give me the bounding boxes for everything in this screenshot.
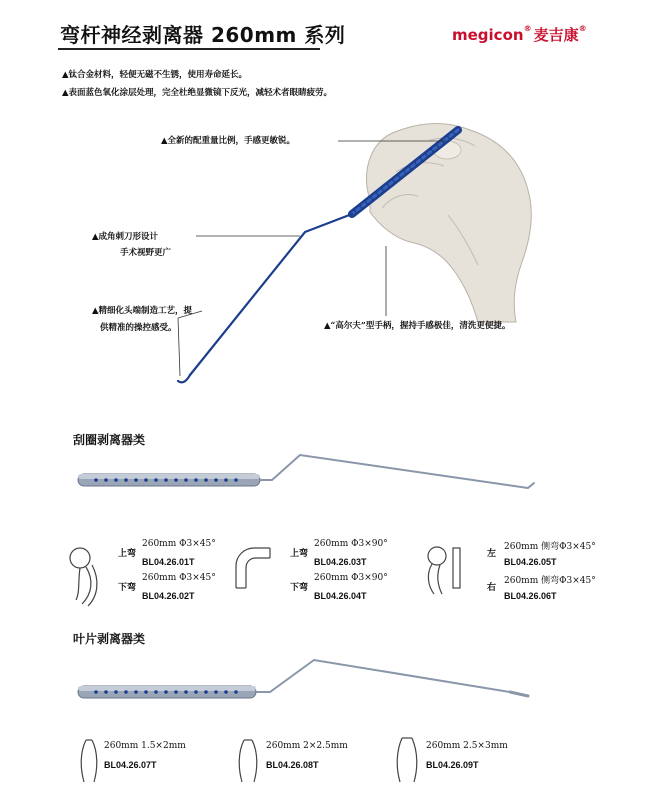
spec-text: 260mm 侧弯Φ3×45° — [504, 542, 596, 552]
callout-blade-line1: ▲成角刺刀形设计 — [92, 232, 159, 242]
label-upper-curve-2: 上弯 — [290, 549, 309, 559]
label-lower-curve-1: 下弯 — [118, 583, 137, 593]
product-code: BL04.26.05T — [504, 557, 557, 567]
side-curve-45-icon — [428, 547, 460, 594]
page-title: 弯杆神经剥离器 260mm 系列 — [60, 23, 346, 47]
callout-tip-line1: ▲精细化头端制造工艺，提 — [92, 306, 193, 316]
product-code: BL04.26.06T — [504, 591, 557, 601]
product-code: BL04.26.04T — [314, 591, 367, 601]
product-code: BL04.26.08T — [266, 760, 319, 770]
brand-name-cn: 麦吉康 — [533, 26, 579, 44]
label-right: 右 — [487, 583, 497, 593]
spec-text: 260mm Φ3×90° — [314, 573, 388, 583]
spec-text: 260mm 侧弯Φ3×45° — [504, 576, 596, 586]
spec-text: 260mm Φ3×45° — [142, 539, 216, 549]
blade-1.5x2-icon — [81, 740, 97, 782]
spec-text: 260mm 2.5×3mm — [426, 741, 508, 751]
brand-cn-registered-mark: ® — [578, 24, 587, 33]
upper-lower-curve-90-icon — [236, 548, 270, 588]
ring-curette-instrument — [78, 455, 534, 488]
feature-line-coating: ▲表面蓝色氧化涂层处理，完全杜绝显微镜下反光，减轻术者眼睛疲劳。 — [62, 88, 333, 98]
blade-dissector-instrument — [78, 660, 528, 698]
product-code: BL04.26.07T — [104, 760, 157, 770]
product-code: BL04.26.01T — [142, 557, 195, 567]
section-title-ring-curette: 刮圈剥离器类 — [73, 433, 146, 447]
spec-text: 260mm Φ3×45° — [142, 573, 216, 583]
product-code: BL04.26.02T — [142, 591, 195, 601]
label-left: 左 — [487, 549, 497, 559]
blade-2x2.5-icon — [239, 740, 257, 782]
feature-line-material: ▲钛合金材料，轻便无磁不生锈，使用寿命延长。 — [62, 70, 248, 80]
label-lower-curve-2: 下弯 — [290, 583, 309, 593]
brand-name: megicon — [452, 26, 524, 44]
gloved-hand-illustration — [366, 123, 531, 322]
callout-weight: ▲全新的配重量比例，手感更敏锐。 — [161, 136, 296, 146]
callout-handle: ▲“高尔夫”型手柄，握持手感极佳，清洗更便捷。 — [324, 321, 511, 331]
brand-registered-mark: ® — [523, 24, 532, 33]
spec-text: 260mm 1.5×2mm — [104, 741, 186, 751]
callout-tip-line2: 供精准的操控感受。 — [100, 323, 177, 333]
product-code: BL04.26.09T — [426, 760, 479, 770]
upper-lower-curve-45-icon — [70, 548, 97, 606]
label-upper-curve-1: 上弯 — [118, 549, 137, 559]
spec-text: 260mm 2×2.5mm — [266, 741, 348, 751]
section-title-blade-dissector: 叶片剥离器类 — [73, 632, 146, 646]
callout-blade-line2: 手术视野更广 — [120, 248, 172, 258]
blade-2.5x3-icon — [397, 738, 417, 782]
spec-text: 260mm Φ3×90° — [314, 539, 388, 549]
main-instrument — [178, 130, 458, 382]
product-code: BL04.26.03T — [314, 557, 367, 567]
